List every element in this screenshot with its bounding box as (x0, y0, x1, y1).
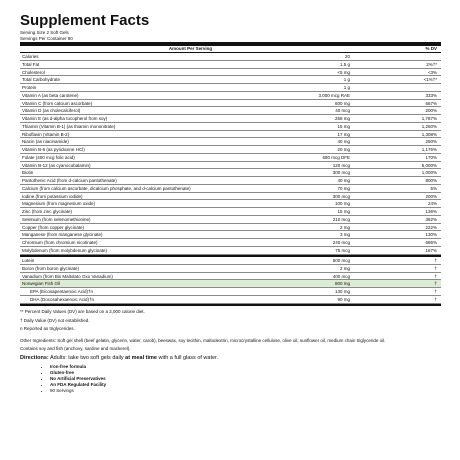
nutrient-row (20, 162, 441, 170)
nutrient-name: Thiamin (Vitamin B-1) (as thiamin mononitrate) (22, 123, 116, 129)
nutrient-amount: 1 g (343, 77, 350, 83)
footnote-dv-basis: ** Percent Daily Values (DV) are based on a 2,000 calorie diet. (20, 309, 145, 315)
nutrient-name: Selenium (from selenomethionine) (22, 216, 91, 222)
nutrient-name: Chromium (from chromium nicotinate) (22, 240, 98, 246)
nutrient-row (20, 247, 441, 255)
nutrient-amount: 2 mg (339, 265, 350, 271)
nutrient-row (20, 185, 441, 193)
nutrient-amount: 20 mg (337, 147, 350, 153)
nutrient-dv: <3% (427, 69, 437, 75)
nutrient-amount: 90 mg (337, 296, 350, 302)
directions-bold: at meal time (125, 354, 157, 361)
footnote-triglycerides: n Reported as triglycerides. (20, 326, 75, 332)
nutrient-amount: 130 mg (334, 289, 350, 295)
nutrient-amount: 15 mg (337, 209, 350, 215)
nutrient-row (20, 273, 441, 281)
nutrient-row (20, 216, 441, 224)
nutrient-name: Total Fat (22, 61, 40, 67)
nutrient-dv: † (434, 265, 437, 271)
contains-text: Contains soy and fish (anchovy, sardine and mackerel). (20, 346, 131, 352)
nutrient-amount: 1 g (343, 85, 350, 91)
nutrient-name: Calories (22, 54, 39, 60)
other-ingredients-text: Other Ingredients: Soft gel shell (beef gelatin, glycerin, water, carob), beeswax, soy lecithin, maltodextrin, microcrystalline cellulose, olive oil, sunflower oil, medium chain triglyceride oil. (20, 337, 386, 343)
nutrient-dv: 667% (425, 100, 437, 106)
nutrient-name: Iodine (from potassium iodide) (22, 193, 83, 199)
nutrient-dv: 333% (425, 92, 437, 98)
nutrient-amount: 268 mg (334, 116, 350, 122)
nutrient-name: DHA (Docosahexaenoic Acid)†n (30, 296, 95, 302)
nutrient-dv: 222% (425, 224, 437, 230)
nutrient-dv: 1,000% (421, 170, 437, 176)
nutrient-amount: 17 mg (337, 131, 350, 137)
nutrient-name: Biotin (22, 170, 34, 176)
nutrient-dv: 167% (425, 247, 437, 253)
servings-per-container: Servings Per Container 90 (20, 35, 73, 41)
other-ingredients-table (20, 257, 441, 304)
nutrient-name: Folate (400 mcg folic acid) (22, 154, 75, 160)
nutrient-name: EPA (Eicosapentaenoic Acid)†n (30, 289, 93, 295)
nutrient-name: Vitamin E (as d-alpha tocopherol from soy) (22, 116, 108, 122)
nutrient-dv: 382% (425, 216, 437, 222)
nutrient-dv: 5,000% (421, 162, 437, 168)
nutrient-row (20, 280, 441, 288)
nutrient-row (20, 115, 441, 123)
feature-item: • Iron-free formula (50, 364, 441, 370)
nutrient-name: Molybdenum (from molybdenum glycinate) (22, 247, 108, 253)
nutrient-name: Riboflavin (Vitamin B-2) (22, 131, 70, 137)
table-header (20, 46, 441, 53)
nutrient-row (20, 131, 441, 139)
nutrient-amount: 240 mcg (332, 240, 350, 246)
footnote-dv-not-established: † Daily Value (DV) not established. (20, 317, 90, 323)
nutrient-amount: 15 mg (337, 123, 350, 129)
nutrient-dv: † (434, 273, 437, 279)
nutrient-amount: 100 mg (334, 201, 350, 207)
nutrient-name: Magnesium (from magnesium oxide) (22, 201, 96, 207)
nutrient-row (20, 154, 441, 162)
nutrient-name: Total Carbohydrate (22, 77, 61, 83)
feature-item: • 90 Servings (50, 388, 441, 394)
nutrient-amount: 20 (344, 54, 350, 60)
nutrient-name: Niacin (as niacinamide) (22, 139, 69, 145)
nutrient-amount: 40 mg (337, 178, 350, 184)
nutrient-amount: 300 mcg (332, 170, 350, 176)
supplement-facts-panel (20, 10, 441, 394)
nutrient-amount: 40 mcg (335, 108, 350, 114)
nutrient-row (20, 123, 441, 131)
nutrient-row (20, 257, 441, 265)
nutrient-row (20, 100, 441, 108)
nutrient-amount: 3,000 mcg RAE (318, 92, 350, 98)
feature-item: • Gluten-free (50, 370, 441, 376)
nutrient-dv: 136% (425, 209, 437, 215)
feature-item: • An FDA Regulated Facility (50, 382, 441, 388)
nutrient-name: Manganese (from manganese glycinate) (22, 232, 103, 238)
nutrient-amount: 120 mcg (332, 162, 350, 168)
nutrient-row (20, 107, 441, 115)
feature-item: • No Artificial Preservatives (50, 376, 441, 382)
nutrient-name: Vitamin D (as cholecalciferol) (22, 108, 81, 114)
nutrient-row (20, 208, 441, 216)
nutrient-dv: 2%†* (426, 61, 437, 67)
nutrient-row (20, 69, 441, 77)
nutrient-dv: † (434, 289, 437, 295)
nutrient-name: Vanadium (from Bis Maltolato Oxo Vanadium) (22, 273, 113, 279)
nutrient-dv: <1%†* (423, 77, 437, 83)
nutrient-amount: 1.5 g (339, 61, 350, 67)
nutrient-row (20, 169, 441, 177)
nutrient-amount: 2 mg (339, 224, 350, 230)
nutrient-dv: 1,176% (421, 147, 437, 153)
nutrient-dv: 200% (425, 108, 437, 114)
dv-header: % DV (425, 46, 437, 52)
nutrient-amount: 500 mcg (332, 258, 350, 264)
nutrient-table (20, 53, 441, 255)
nutrient-dv: 5% (430, 185, 437, 191)
directions-label: Directions: (20, 354, 49, 361)
nutrient-name: Cholesterol (22, 69, 45, 75)
nutrient-amount: 600 mg (334, 100, 350, 106)
nutrient-name: Norwegian Fish Oil (22, 281, 61, 287)
nutrient-dv: † (434, 258, 437, 264)
nutrient-name: Lutein (22, 258, 35, 264)
nutrient-row (20, 84, 441, 92)
nutrient-row (20, 61, 441, 69)
nutrient-name: Vitamin B-6 (as pyridoxine HCl) (22, 147, 85, 153)
nutrient-row (20, 138, 441, 146)
nutrient-dv: 1,308% (421, 131, 437, 137)
nutrient-amount: <5 mg (337, 69, 350, 75)
nutrient-name: Pantothenic Acid (from d-calcium pantothenate) (22, 178, 117, 184)
notes-section (20, 309, 441, 352)
directions (20, 355, 441, 362)
directions-text-1: Adults: take two soft gels daily (48, 354, 126, 361)
nutrient-name: Zinc (from zinc glycinate) (22, 209, 73, 215)
nutrient-dv: 1,787% (421, 116, 437, 122)
nutrient-dv: † (434, 296, 437, 302)
nutrient-dv: 130% (425, 232, 437, 238)
serving-size: Serving Size 2 Soft Gels (20, 30, 69, 35)
nutrient-row (20, 265, 441, 273)
nutrient-amount: 3 mg (339, 232, 350, 238)
nutrient-row (20, 193, 441, 201)
nutrient-dv: 800% (425, 178, 437, 184)
bottom-divider (20, 304, 441, 307)
nutrient-row (20, 200, 441, 208)
nutrient-row (20, 239, 441, 247)
nutrient-name: Protein (22, 85, 37, 91)
directions-text-2: with a full glass of water. (156, 354, 219, 361)
nutrient-amount: 800 mg (334, 281, 350, 287)
nutrient-name: Calcium (from calcium ascorbate, dicalcium phosphate, and d-calcium pantothenate) (22, 185, 191, 191)
nutrient-name: Vitamin C (from calcium ascorbate) (22, 100, 93, 106)
nutrient-name: Boron (from boron glycinate) (22, 265, 80, 271)
nutrient-amount: 210 mcg (332, 216, 350, 222)
nutrient-row (20, 92, 441, 100)
nutrient-row (20, 53, 441, 61)
nutrient-row (20, 146, 441, 154)
nutrient-amount: 400 mcg (332, 273, 350, 279)
nutrient-dv: 170% (425, 154, 437, 160)
nutrient-amount: 40 mg (337, 139, 350, 145)
nutrient-name: Copper (from copper glycinate) (22, 224, 85, 230)
nutrient-row (20, 288, 441, 296)
nutrient-dv: 686% (425, 240, 437, 246)
nutrient-dv: 24% (427, 201, 437, 207)
nutrient-row (20, 177, 441, 185)
nutrient-row (20, 224, 441, 232)
feature-list (20, 364, 441, 394)
nutrient-row (20, 296, 441, 304)
amount-header: Amount Per Serving (168, 46, 213, 52)
nutrient-dv: 200% (425, 193, 437, 199)
nutrient-row (20, 231, 441, 239)
nutrient-amount: 680 mcg DFE (322, 154, 350, 160)
nutrient-name: Vitamin A (as beta carotene) (22, 92, 79, 98)
nutrient-amount: 70 mg (337, 185, 350, 191)
nutrient-dv: † (434, 281, 437, 287)
nutrient-dv: 250% (425, 139, 437, 145)
nutrient-dv: 1,250% (421, 123, 437, 129)
panel-title: Supplement Facts (20, 12, 150, 29)
nutrient-row (20, 76, 441, 84)
nutrient-name: Vitamin B-12 (as cyanocobalamin) (22, 162, 91, 168)
nutrient-amount: 300 mcg (332, 193, 350, 199)
nutrient-amount: 75 mcg (335, 247, 350, 253)
